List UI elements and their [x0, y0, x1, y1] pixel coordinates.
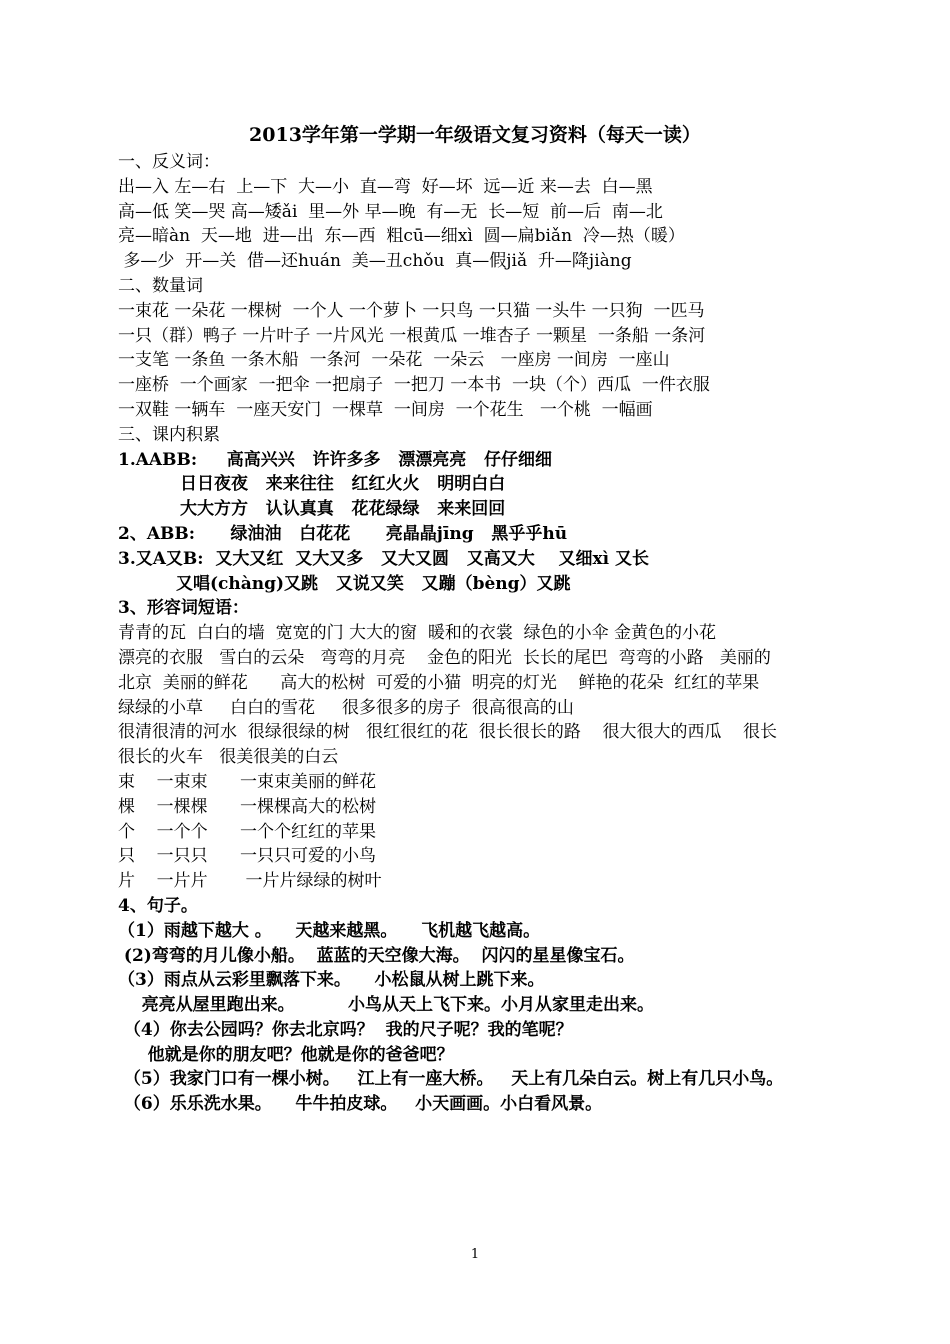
- text-line: 绿绿的小草 白白的雪花 很多很多的房子 很高很高的山: [118, 697, 574, 718]
- text-line: （4）你去公园吗？你去北京吗？ 我的尺子呢？我的笔呢？: [118, 1019, 573, 1040]
- text-line: 大大方方 认认真真 花花绿绿 来来回回: [180, 499, 506, 520]
- text-line: 又唱(chàng)又跳 又说又笑 又蹦（bèng）又跳: [176, 573, 571, 594]
- text-line: （1）雨越下越大 。 天越来越黑。 飞机越飞越高。: [118, 920, 541, 941]
- text-line: 三、课内积累: [118, 424, 220, 445]
- text-line: (2)弯弯的月儿像小船。 蓝蓝的天空像大海。 闪闪的星星像宝石。: [118, 945, 635, 966]
- text-line: （6）乐乐洗水果。 牛牛拍皮球。 小天画画。小白看风景。: [118, 1094, 603, 1115]
- text-line: 日日夜夜 来来往往 红红火火 明明白白: [180, 474, 506, 495]
- text-line: 2、ABB: 绿油油 白花花 亮晶晶jīng 黑乎乎hū: [118, 523, 568, 544]
- text-line: （3）雨点从云彩里飘落下来。 小松鼠从树上跳下来。: [118, 970, 545, 991]
- text-line: 一双鞋 一辆车 一座天安门 一棵草 一间房 一个花生 一个桃 一幅画: [118, 399, 653, 420]
- page-number: 1: [470, 1247, 480, 1262]
- text-line: 一座桥 一个画家 一把伞 一把扇子 一把刀 一本书 一块（个）西瓜 一件衣服: [118, 375, 710, 396]
- text-line: 高—低 笑—哭 高—矮ǎi 里—外 早—晚 有—无 长—短 前—后 南—北: [118, 201, 663, 222]
- document-body: [118, 150, 858, 1117]
- text-line: 北京 美丽的鲜花 高大的松树 可爱的小猫 明亮的灯光 鲜艳的花朵 红红的苹果: [118, 672, 760, 693]
- text-line: 3、形容词短语：: [118, 598, 249, 619]
- text-line: 个 一个个 一个个红红的苹果: [118, 821, 377, 842]
- text-line: 亮—暗àn 天—地 进—出 东—西 粗cū—细xì 圆—扁biǎn 冷—热（暖）: [118, 226, 685, 247]
- text-line: 他就是你的朋友吧？他就是你的爸爸吧？: [118, 1044, 454, 1065]
- text-line: 只 一只只 一只只可爱的小鸟: [118, 846, 377, 867]
- text-line: 束 一束束 一束束美丽的鲜花: [118, 771, 377, 792]
- text-line: 棵 一棵棵 一棵棵高大的松树: [118, 796, 377, 817]
- text-line: 片 一片片 一片片绿绿的树叶: [118, 871, 382, 892]
- text-line: 很长的火车 很美很美的白云: [118, 747, 339, 768]
- text-line: 出—入 左—右 上—下 大—小 直—弯 好—坏 远—近 来—去 白—黑: [118, 176, 653, 197]
- text-line: 多—少 开—关 借—还huán 美—丑chǒu 真—假jiǎ 升—降jiàng: [118, 251, 632, 272]
- text-line: 一束花 一朵花 一棵树 一个人 一个萝卜 一只鸟 一只猫 一头牛 一只狗 一匹马: [118, 300, 705, 321]
- text-line: 一支笔 一条鱼 一条木船 一条河 一朵花 一朵云 一座房 一间房 一座山: [118, 350, 670, 371]
- document-title: 2013学年第一学期一年级语文复习资料（每天一读）: [249, 124, 701, 146]
- text-line: 1.AABB: 高高兴兴 许许多多 漂漂亮亮 仔仔细细: [118, 449, 552, 470]
- text-line: 3.又A又B: 又大又红 又大又多 又大又圆 又高又大 又细xì 又长: [118, 548, 649, 569]
- text-line: （5）我家门口有一棵小树。 江上有一座大桥。 天上有几朵白云。树上有几只小鸟。: [118, 1069, 784, 1090]
- text-line: 二、数量词: [118, 275, 203, 296]
- text-line: 一只（群）鸭子 一片叶子 一片风光 一根黄瓜 一堆杏子 一颗星 一条船 一条河: [118, 325, 706, 346]
- text-line: 很清很清的河水 很绿很绿的树 很红很红的花 很长很长的路 很大很大的西瓜 很长: [118, 722, 778, 743]
- text-line: 漂亮的衣服 雪白的云朵 弯弯的月亮 金色的阳光 长长的尾巴 弯弯的小路 美丽的: [118, 647, 771, 668]
- text-line: 4、句子。: [118, 895, 198, 916]
- text-line: 一、反义词：: [118, 152, 220, 172]
- text-line: 青青的瓦 白白的墙 宽宽的门 大大的窗 暖和的衣裳 绿色的小伞 金黄色的小花: [118, 623, 717, 644]
- text-line: 亮亮从屋里跑出来。 小鸟从天上飞下来。小月从家里走出来。: [118, 995, 654, 1016]
